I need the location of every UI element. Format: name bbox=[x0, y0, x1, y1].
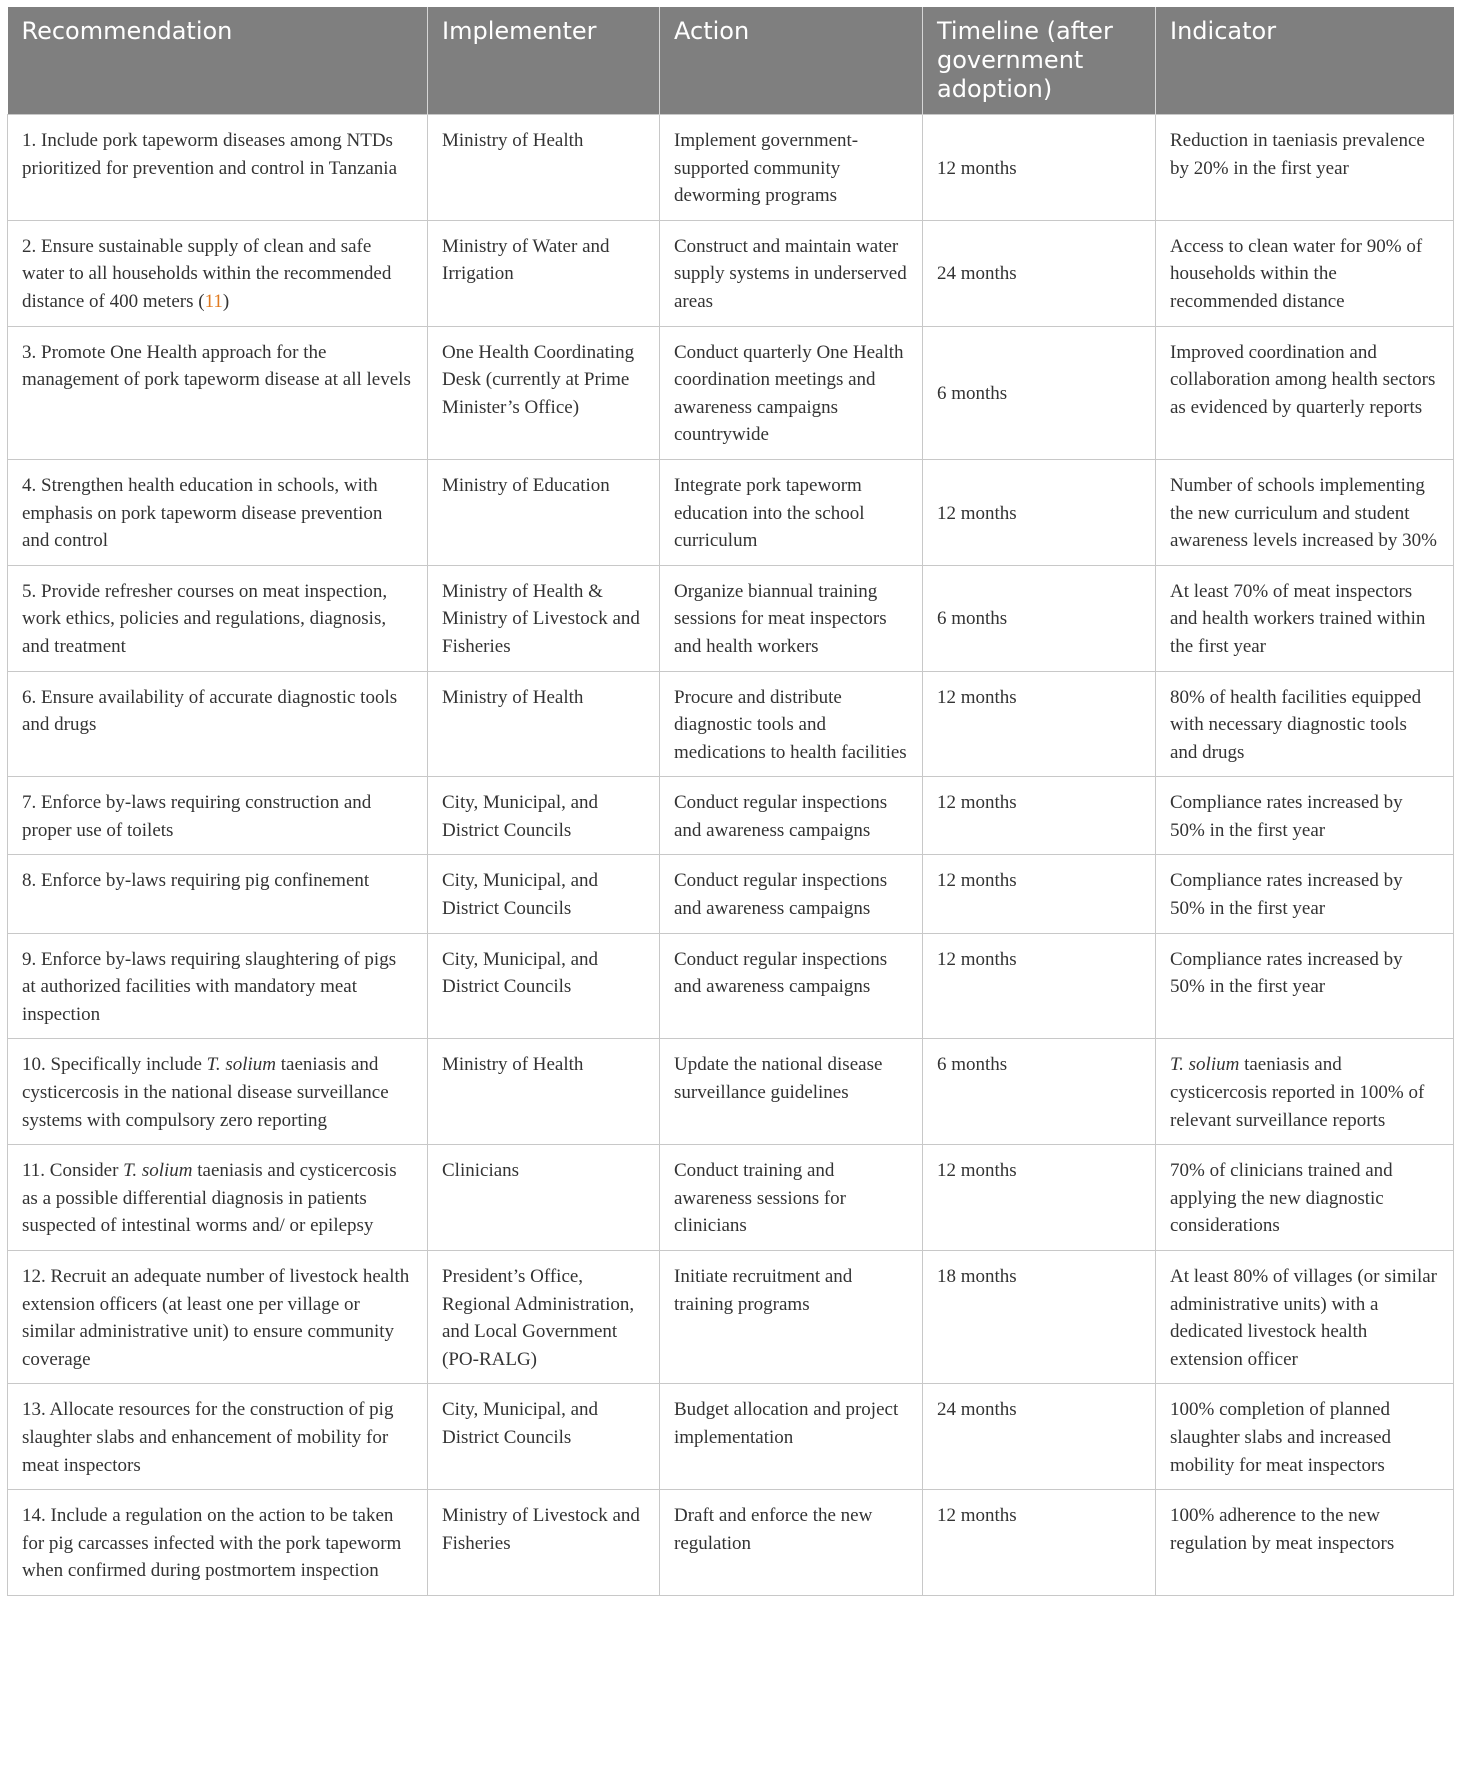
recommendations-table bbox=[7, 7, 1454, 1596]
indicator-text: taeniasis and cysticercosis reported in 100% of relevant surveillance reports bbox=[1170, 1054, 1425, 1131]
cell-indicator: Compliance rates increased by 50% in the first year bbox=[1156, 777, 1454, 855]
cell-indicator bbox=[1156, 1039, 1454, 1145]
cell-implementer: City, Municipal, and District Councils bbox=[428, 855, 660, 933]
table-row bbox=[8, 1384, 1454, 1490]
header-implementer: Implementer bbox=[428, 7, 660, 115]
cell-indicator: Number of schools implementing the new curriculum and student awareness levels increased by 30% bbox=[1156, 459, 1454, 565]
header-recommendation: Recommendation bbox=[8, 7, 428, 115]
cell-timeline: 18 months bbox=[923, 1251, 1156, 1384]
cell-implementer: Ministry of Health bbox=[428, 671, 660, 777]
cell-implementer: President’s Office, Regional Administration, and Local Government (PO-RALG) bbox=[428, 1251, 660, 1384]
recommendation-text-end: taeniasis and cysticercosis as a possible differential diagnosis in patients suspected of intestinal worms and/ or epilepsy bbox=[22, 1160, 397, 1237]
cell-timeline: 12 months bbox=[923, 1145, 1156, 1251]
cell-implementer: City, Municipal, and District Councils bbox=[428, 777, 660, 855]
cell-timeline: 6 months bbox=[923, 565, 1156, 671]
table-row bbox=[8, 1145, 1454, 1251]
recommendations-table-container bbox=[7, 7, 1453, 1596]
cell-recommendation bbox=[8, 1145, 428, 1251]
cell-timeline: 12 months bbox=[923, 777, 1156, 855]
cell-implementer: Clinicians bbox=[428, 1145, 660, 1251]
cell-action: Conduct regular inspections and awareness campaigns bbox=[660, 777, 923, 855]
cell-action: Conduct regular inspections and awareness campaigns bbox=[660, 933, 923, 1039]
cell-recommendation: 5. Provide refresher courses on meat inspection, work ethics, policies and regulations, diagnosis, and treatment bbox=[8, 565, 428, 671]
table-row bbox=[8, 1039, 1454, 1145]
cell-timeline: 12 months bbox=[923, 1490, 1156, 1596]
cell-recommendation: 9. Enforce by-laws requiring slaughtering of pigs at authorized facilities with mandatory meat inspection bbox=[8, 933, 428, 1039]
cell-indicator: 100% adherence to the new regulation by meat inspectors bbox=[1156, 1490, 1454, 1596]
cell-implementer: One Health Coordinating Desk (currently at Prime Minister’s Office) bbox=[428, 326, 660, 459]
cell-implementer: City, Municipal, and District Councils bbox=[428, 1384, 660, 1490]
cell-action: Integrate pork tapeworm education into the school curriculum bbox=[660, 459, 923, 565]
cell-indicator: Reduction in taeniasis prevalence by 20% in the first year bbox=[1156, 115, 1454, 221]
cell-recommendation: 8. Enforce by-laws requiring pig confinement bbox=[8, 855, 428, 933]
cell-implementer: City, Municipal, and District Councils bbox=[428, 933, 660, 1039]
species-name: T. solium bbox=[1170, 1054, 1240, 1076]
cell-recommendation bbox=[8, 220, 428, 326]
cell-action: Draft and enforce the new regulation bbox=[660, 1490, 923, 1596]
cell-recommendation: 3. Promote One Health approach for the management of pork tapeworm disease at all levels bbox=[8, 326, 428, 459]
cell-action: Implement government-supported community deworming programs bbox=[660, 115, 923, 221]
cell-recommendation: 7. Enforce by-laws requiring construction and proper use of toilets bbox=[8, 777, 428, 855]
table-row bbox=[8, 933, 1454, 1039]
cell-recommendation: 13. Allocate resources for the construction of pig slaughter slabs and enhancement of mobility for meat inspectors bbox=[8, 1384, 428, 1490]
table-row bbox=[8, 1251, 1454, 1384]
cell-implementer: Ministry of Education bbox=[428, 459, 660, 565]
table-row bbox=[8, 671, 1454, 777]
cell-timeline: 24 months bbox=[923, 220, 1156, 326]
cell-implementer: Ministry of Livestock and Fisheries bbox=[428, 1490, 660, 1596]
cell-action: Update the national disease surveillance guidelines bbox=[660, 1039, 923, 1145]
species-name: T. solium bbox=[206, 1054, 277, 1076]
header-indicator: Indicator bbox=[1156, 7, 1454, 115]
table-row bbox=[8, 326, 1454, 459]
cell-timeline: 12 months bbox=[923, 933, 1156, 1039]
recommendation-text-end: ) bbox=[222, 290, 230, 312]
species-name: T. solium bbox=[123, 1160, 193, 1182]
cell-action: Initiate recruitment and training programs bbox=[660, 1251, 923, 1384]
cell-indicator: 100% completion of planned slaughter slabs and increased mobility for meat inspectors bbox=[1156, 1384, 1454, 1490]
header-timeline: Timeline (after government adoption) bbox=[923, 7, 1156, 115]
cell-recommendation: 6. Ensure availability of accurate diagnostic tools and drugs bbox=[8, 671, 428, 777]
cell-recommendation: 4. Strengthen health education in schools, with emphasis on pork tapeworm disease prevention and control bbox=[8, 459, 428, 565]
cell-action: Organize biannual training sessions for meat inspectors and health workers bbox=[660, 565, 923, 671]
cell-timeline: 6 months bbox=[923, 326, 1156, 459]
cell-action: Procure and distribute diagnostic tools and medications to health facilities bbox=[660, 671, 923, 777]
reference-link[interactable]: 11 bbox=[204, 290, 223, 312]
table-row bbox=[8, 1490, 1454, 1596]
cell-action: Conduct regular inspections and awareness campaigns bbox=[660, 855, 923, 933]
cell-action: Conduct quarterly One Health coordination meetings and awareness campaigns countrywide bbox=[660, 326, 923, 459]
table-row bbox=[8, 220, 1454, 326]
cell-implementer: Ministry of Health bbox=[428, 1039, 660, 1145]
cell-timeline: 12 months bbox=[923, 459, 1156, 565]
recommendation-text: 11. Consider bbox=[22, 1160, 124, 1182]
cell-timeline: 12 months bbox=[923, 115, 1156, 221]
cell-timeline: 24 months bbox=[923, 1384, 1156, 1490]
cell-timeline: 12 months bbox=[923, 671, 1156, 777]
cell-implementer: Ministry of Water and Irrigation bbox=[428, 220, 660, 326]
cell-indicator: 70% of clinicians trained and applying the new diagnostic considerations bbox=[1156, 1145, 1454, 1251]
recommendation-text: 10. Specifically include bbox=[22, 1054, 207, 1076]
cell-timeline: 6 months bbox=[923, 1039, 1156, 1145]
table-row bbox=[8, 855, 1454, 933]
cell-implementer: Ministry of Health bbox=[428, 115, 660, 221]
cell-recommendation: 14. Include a regulation on the action to be taken for pig carcasses infected with the pork tapeworm when confirmed during postmortem inspection bbox=[8, 1490, 428, 1596]
cell-indicator: Improved coordination and collaboration among health sectors as evidenced by quarterly reports bbox=[1156, 326, 1454, 459]
cell-indicator: At least 70% of meat inspectors and health workers trained within the first year bbox=[1156, 565, 1454, 671]
cell-recommendation: 12. Recruit an adequate number of livestock health extension officers (at least one per village or similar administrative unit) to ensure community coverage bbox=[8, 1251, 428, 1384]
recommendation-text-end: taeniasis and cysticercosis in the national disease surveillance systems with compulsory zero reporting bbox=[22, 1054, 389, 1131]
header-action: Action bbox=[660, 7, 923, 115]
table-row bbox=[8, 459, 1454, 565]
cell-indicator: At least 80% of villages (or similar administrative units) with a dedicated livestock health extension officer bbox=[1156, 1251, 1454, 1384]
table-row bbox=[8, 777, 1454, 855]
table-row bbox=[8, 565, 1454, 671]
header-row bbox=[8, 7, 1454, 115]
cell-action: Conduct training and awareness sessions for clinicians bbox=[660, 1145, 923, 1251]
recommendation-text: 2. Ensure sustainable supply of clean and safe water to all households within the recommended distance of 400 meters ( bbox=[22, 235, 392, 312]
cell-recommendation: 1. Include pork tapeworm diseases among NTDs prioritized for prevention and control in Tanzania bbox=[8, 115, 428, 221]
cell-implementer: Ministry of Health & Ministry of Livestock and Fisheries bbox=[428, 565, 660, 671]
cell-indicator: Compliance rates increased by 50% in the first year bbox=[1156, 933, 1454, 1039]
cell-action: Budget allocation and project implementation bbox=[660, 1384, 923, 1490]
table-row bbox=[8, 115, 1454, 221]
cell-indicator: 80% of health facilities equipped with necessary diagnostic tools and drugs bbox=[1156, 671, 1454, 777]
cell-recommendation bbox=[8, 1039, 428, 1145]
cell-indicator: Access to clean water for 90% of households within the recommended distance bbox=[1156, 220, 1454, 326]
cell-indicator: Compliance rates increased by 50% in the first year bbox=[1156, 855, 1454, 933]
cell-timeline: 12 months bbox=[923, 855, 1156, 933]
cell-action: Construct and maintain water supply systems in underserved areas bbox=[660, 220, 923, 326]
